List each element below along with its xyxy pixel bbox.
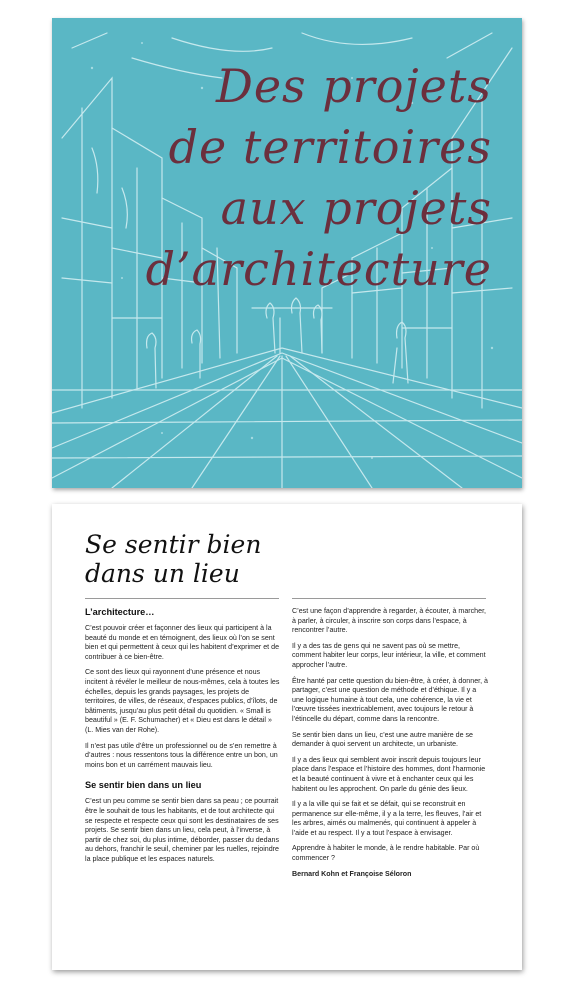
- paragraph: Se sentir bien dans un lieu, c’est une autre manière de se demander à quoi servent un architecte, un urbaniste.: [292, 730, 474, 749]
- divider: [85, 598, 279, 599]
- paragraph: Il y a des lieux qui semblent avoir inscrit depuis toujours leur place dans l’espace et l’histoire des hommes, dont l’harmonie et la beauté continuent à vivre et à enchanter ceux qui les habitent ou les approchent. On parle du génie des lieux.: [292, 755, 486, 793]
- divider: [292, 598, 486, 599]
- paragraph: Il y a la ville qui se fait et se défait, qui se reconstruit en permanence sur elle-même, il y a la terre, les fleuves, l’air et les arbres, aimés ou malmenés, qui continuent à appeler à l’aide et au respect. Il y a tout l’espace à envisager.: [292, 800, 482, 837]
- author-signature: Bernard Kohn et Françoise Séloron: [292, 869, 412, 878]
- paragraph: Apprendre à habiter le monde, à le rendre habitable. Par où commencer ?: [292, 844, 480, 863]
- paragraph: Ce sont des lieux qui rayonnent d’une présence et nous incitent à révéler le meilleur de nous-mêmes, cela à toutes les échelles, depuis les grands paysages, les projets de territoires, de villes, de réseaux, d’espaces publics, d’îlots, de bâtiments, jusqu’au plus petit détail du quotidien. « Small is beautiful » (E. F. Schumacher) et « Dieu est dans le détail » (L. Mies van der Rohe).: [85, 668, 280, 734]
- article-page: [52, 504, 522, 970]
- paragraph: Être hanté par cette question du bien-être, à créer, à donner, à partager, c’est une question de méthode et d’éthique. Il y a une logique humaine à tout cela, une cohérence, la vie et l’œuvre tissées inextricablement, avec toujours le retour à l’étincelle du départ, comme dans la rencontre.: [292, 676, 488, 723]
- section-heading: L’architecture…: [85, 607, 155, 617]
- paragraph: C’est pouvoir créer et façonner des lieux qui participent à la beauté du monde et en témoignent, des lieux où l’on se sent bien et qui permettent à ceux qui les habitent d’exprimer et de contribuer à ce bien-être.: [85, 624, 280, 661]
- cover-title-line: Des projets: [215, 59, 492, 113]
- paragraph: C’est un peu comme se sentir bien dans sa peau ; ce pourrait être le souhait de tous les habitants, et de tout architecte qui se respecte et respecte ceux qui sont les destinataires de ses projets. Se sentir bien dans un lieu, cela peut, à l’inverse, à partir de chez soi, du plus intime, déborder, passer du dedans au dehors, franchir le seuil, cheminer par les ruelles, rejoindre la place publique et les espaces naturels.: [85, 797, 280, 863]
- cover-title-line: de territoires: [168, 120, 492, 174]
- cover-illustration: [52, 18, 522, 488]
- page-title-line: Se sentir bien: [85, 530, 262, 559]
- page-title-line: dans un lieu: [85, 559, 240, 588]
- left-column: [85, 607, 281, 870]
- cover-title: [62, 56, 492, 300]
- paragraph: Il n’est pas utile d’être un professionnel ou de s’en remettre à d’autres : nous ressentons tous la différence entre un bon, un moins bon et un carrément mauvais lieu.: [85, 741, 278, 769]
- cover-title-line: d’architecture: [145, 242, 492, 296]
- page-title: [85, 530, 385, 588]
- cover-title-line: aux projets: [220, 181, 492, 235]
- section-heading: Se sentir bien dans un lieu: [85, 780, 202, 791]
- paragraph: Il y a des tas de gens qui ne savent pas où se mettre, comment habiter leur corps, leur intérieur, la ville, et comment approcher l’autre.: [292, 641, 486, 669]
- right-column: [292, 607, 488, 885]
- paragraph: C’est une façon d’apprendre à regarder, à écouter, à marcher, à parler, à circuler, à inscrire son corps dans l’espace, à rencontrer l’autre.: [292, 607, 487, 635]
